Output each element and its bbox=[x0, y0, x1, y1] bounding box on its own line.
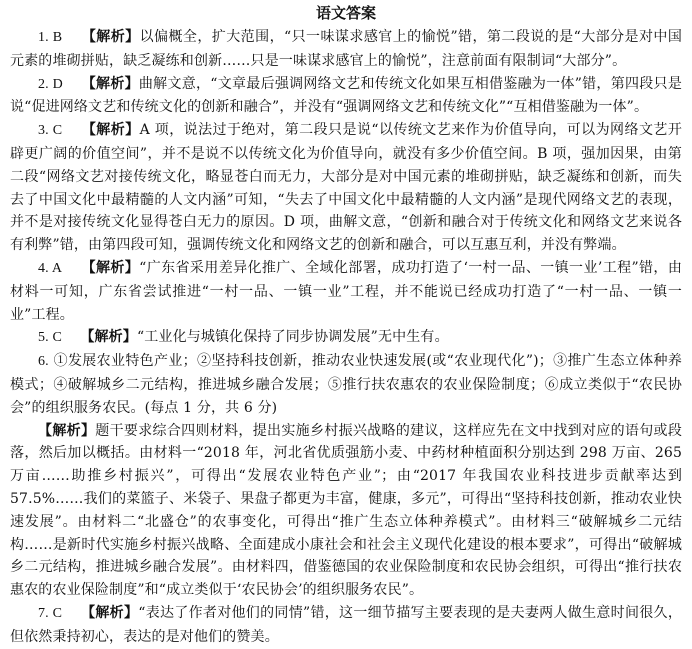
answer-number: 1. B bbox=[38, 30, 63, 45]
answer-number: 5. C bbox=[38, 330, 62, 346]
analysis-tag: 【解析】 bbox=[81, 29, 140, 45]
answer-item-2 bbox=[10, 73, 682, 120]
answer-number: 6. bbox=[38, 354, 49, 370]
answer-number: 4. A bbox=[38, 260, 63, 276]
answer-number: 7. C bbox=[38, 605, 63, 621]
answer-text: ①发展农业特色产业；②坚持科技创新，推动农业快速发展(或“农业现代化”)；③推广生态立体种养模式；④破解城乡二元结构，推进城乡融合发展；⑤推行扶农惠农的农业保险制度；⑥成立类似于“农民协会”的组织服务农民。(每点 1 分，共 6 分) bbox=[10, 353, 682, 416]
answer-text: “工业化与城镇化保持了同步协调发展”无中生有。 bbox=[136, 329, 449, 346]
answer-text: 题干要求综合四则材料，提出实施乡村振兴战略的建议，这样应先在文中找到对应的语句或段落，然后加以概括。由材料一“2018 年，河北省优质强筋小麦、中药材种植面积分别达到 298 万亩、265 万亩……助推乡村振兴”，可得出“发展农业特色产业”；由“2017 年我国农业科技进步贡献率达到 57.5%……我们的菜篮子、米袋子、果盘子都更为丰富，健康，多元”，可得出“坚持科技创新，推动农业快速发展”。由材料二“北盛仓”的农事变化，可得出“推广生态立体种养模式”。由材料三“破解城乡二元结构……是新时代实施乡村振兴战略、全面建成小康社会和社会主义现代化建设的根本要求”，可得出“破解城乡二元结构，推进城乡融合发展”。由材料四，借鉴德国的农业保险制度和农民协会组织，可得出“推行扶农惠农的农业保险制度”和“成立类似于‘农民协会’的组织服务农民”。 bbox=[10, 422, 682, 599]
answer-item-7 bbox=[10, 602, 682, 649]
analysis-tag: 【解析】 bbox=[81, 604, 139, 621]
answer-item-1 bbox=[10, 26, 682, 73]
analysis-tag: 【解析】 bbox=[81, 75, 139, 92]
analysis-tag: 【解析】 bbox=[81, 122, 140, 139]
answer-item-6-analysis bbox=[10, 420, 682, 602]
answer-text: “广东省采用差异化推广、全域化部署，成功打造了‘一村一品、一镇一业’工程”错，由材料一可知，广东省尝试推进“一村一品、一镇一业”工程，并不能说已经成功打造了“一村一品、一镇一业”工程。 bbox=[10, 259, 682, 323]
answer-item-5 bbox=[10, 326, 682, 350]
answer-text: “表达了作者对他们的同情”错，这一细节描写主要表现的是夫妻两人做生意时间很久，但依然秉持初心，表达的是对他们的赞美。 bbox=[10, 604, 682, 645]
answer-text: 以偏概全，扩大范围，“只一味谋求感官上的愉悦”错，第二段说的是“大部分是对中国元素的堆砌拼贴，缺乏凝练和创新……只是一味谋求感官上的愉悦”，注意前面有限制词“大部分”。 bbox=[10, 29, 682, 69]
analysis-tag: 【解析】 bbox=[80, 329, 137, 346]
answer-item-3 bbox=[10, 119, 682, 257]
answer-number: 3. C bbox=[38, 123, 63, 139]
analysis-tag: 【解析】 bbox=[38, 422, 96, 439]
page-title: 语文答案 bbox=[315, 4, 376, 22]
analysis-tag: 【解析】 bbox=[81, 259, 140, 276]
answer-item-6 bbox=[10, 350, 682, 419]
answer-item-4 bbox=[10, 257, 682, 326]
answer-number: 2. D bbox=[38, 76, 63, 92]
answer-text: A 项，说法过于绝对，第二段只是说“以传统文艺来作为价值导向，可以为网络文艺开辟更广阔的价值空间”，并不是说不以传统文化为价值导向，就没有多少价值空间。B 项，强加因果，由第二段“网络文艺对接传统文化，略显苍白而无力，大部分是对中国元素的堆砌拼贴，缺乏凝练和创新，而失去了中国文化中最精髓的人文内涵”可知，“失去了中国文化中最精髓的人文内涵”是现代网络文艺的表现，并不是对接传统文化显得苍白无力的原因。D 项，曲解文意，“创新和融合对于传统文化和网络文艺来说各有利弊”错，由第四段可知，强调传统文化和网络文艺的创新和融合，可以互惠互利，并没有弊端。 bbox=[10, 122, 682, 254]
answer-text: 曲解文意，“文章最后强调网络文艺和传统文化如果互相借鉴融为一体”错，第四段只是说“促进网络文艺和传统文化的创新和融合”，并没有“强调网络文艺和传统文化”“互相借鉴融为一体”。 bbox=[10, 75, 682, 116]
